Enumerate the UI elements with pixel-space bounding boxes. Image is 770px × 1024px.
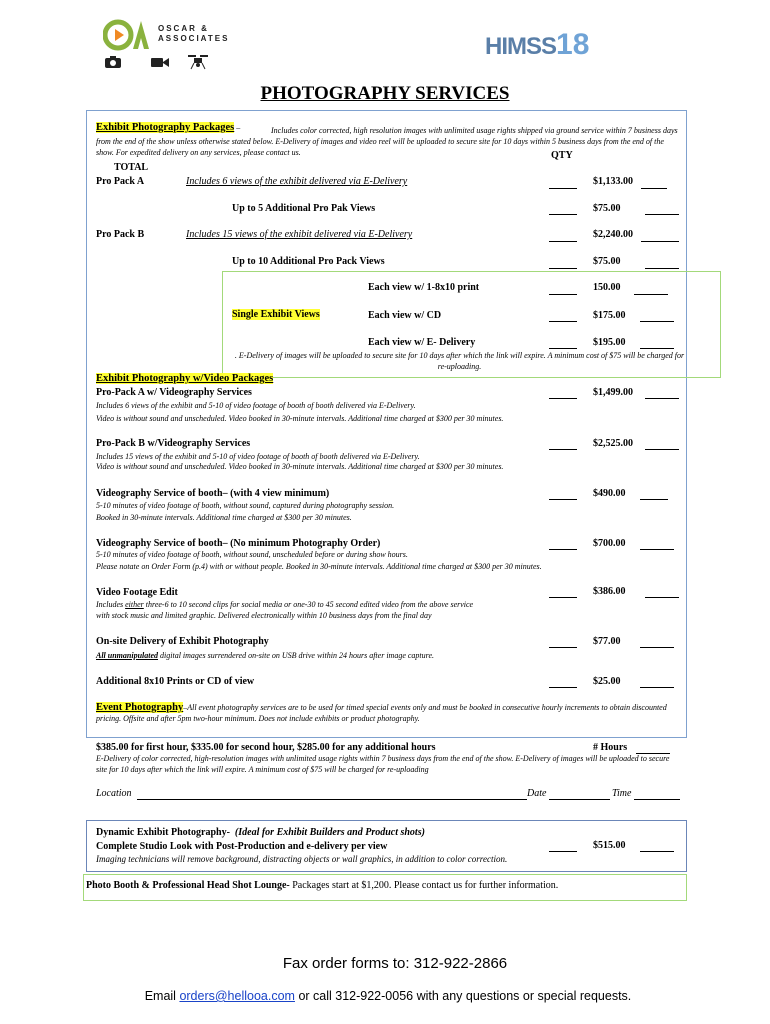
pro-pack-a-price: $1,133.00 [593,176,633,187]
pro-pack-b-desc: Includes 15 views of the exhibit delivered via E-Delivery [186,229,413,240]
dynamic-italic: (Ideal for Exhibit Builders and Product shots) [234,827,425,838]
qty-blank[interactable] [549,687,577,688]
qty-blank[interactable] [549,348,577,349]
email-post: or call 312-922-0056 with any questions or special requests. [294,989,632,1003]
total-blank[interactable] [645,214,679,215]
total-blank[interactable] [640,687,674,688]
page-title: PHOTOGRAPHY SERVICES [260,83,510,104]
event-heading: Event Photography [96,702,184,713]
total-blank[interactable] [640,647,674,648]
edit-note-post: three-6 to 10 second clips for social media or one-30 to 45 second edited video from the above service [143,600,474,609]
time-label: Time [612,788,632,799]
exhibit-description: Includes color corrected, high resolution images with unlimited usage rights shipped via ground service within 7 business days from the end of the show unless otherwise stated below. E-Delivery of images and video reel will be uploaded to secure site for 10 days within 5 business days from the end of the show. For expedited delivery on any services, please contact us. [96,126,678,157]
exhibit-heading: Exhibit Photography Packages [96,122,235,133]
video-nomin-label: Videography Service of booth– (No minimum Photography Order) [96,538,381,549]
video-4view-note1: 5-10 minutes of video footage of booth, without sound, captured during photography session. [96,501,395,510]
qty-blank[interactable] [549,647,577,648]
company-name-line2: ASSOCIATES [158,34,230,43]
pro-pack-a-extra-price: $75.00 [593,203,621,214]
qty-blank[interactable] [549,499,577,500]
time-input[interactable] [634,799,680,800]
total-header: TOTAL [114,162,149,173]
total-blank[interactable] [640,549,674,550]
location-label: Location [96,788,132,799]
total-blank[interactable] [641,241,679,242]
email-pre: Email [144,989,180,1003]
email-link[interactable]: orders@hellooa.com [179,989,295,1003]
pro-pack-b-extra-price: $75.00 [593,256,621,267]
exhibit-dash: – [234,123,241,132]
event-logo-text: HIMSS [485,33,557,60]
event-rates: $385.00 for first hour, $335.00 for second hour, $285.00 for any additional hours [96,742,436,753]
video-4view-price: $490.00 [593,488,626,499]
pro-pack-b-label: Pro Pack B [96,229,145,240]
total-blank[interactable] [641,188,667,189]
video-edit-note2: with stock music and limited graphic. Delivered electronically within 10 business days from the final day [96,611,432,620]
edit-note-pre: Includes [96,600,126,609]
location-input[interactable] [137,799,527,800]
onsite-note-bold: All unmanipulated [96,651,159,660]
single-opt3: Each view w/ E- Delivery [368,337,476,348]
event-desc: –All event photography services are to be used for timed special events only and must be booked in consecutive hourly increments to obtain discounted pricing. Offsite and after 5pm two-hour minimum. Does not include exhibits or product photography. [96,703,667,723]
pro-pack-b-extra: Up to 10 Additional Pro Pack Views [232,256,385,267]
single-opt2: Each view w/ CD [368,310,442,321]
video-b-label: Pro-Pack B w/Videography Services [96,438,251,449]
fax-line: Fax order forms to: 312-922-2866 [282,955,508,972]
video-nomin-price: $700.00 [593,538,626,549]
event-logo [485,28,589,62]
prints-label: Additional 8x10 Prints or CD of view [96,676,255,687]
qty-blank[interactable] [549,214,577,215]
single-opt1: Each view w/ 1-8x10 print [368,282,480,293]
qty-blank[interactable] [549,321,577,322]
single-opt2-price: $175.00 [593,310,626,321]
total-blank[interactable] [640,348,674,349]
single-opt1-price: 150.00 [593,282,621,293]
video-edit-label: Video Footage Edit [96,587,178,598]
qty-blank[interactable] [549,549,577,550]
video-4view-label: Videography Service of booth– (with 4 view minimum) [96,488,330,499]
company-name [158,24,229,44]
video-a-price: $1,499.00 [593,387,633,398]
onsite-note [96,650,434,661]
oa-logo-mark-icon [103,18,151,52]
onsite-price: $77.00 [593,636,621,647]
total-blank[interactable] [640,851,674,852]
video-b-note2: Video is without sound and unscheduled. Video booked in 30-minute intervals. Additional time charged at $300 per 30 minutes. [96,462,504,471]
dynamic-line2: Complete Studio Look with Post-Production and e-delivery per view [96,841,388,852]
pro-pack-a-extra: Up to 5 Additional Pro Pak Views [232,203,376,214]
video-nomin-note2: Please notate on Order Form (p.4) with or without people. Booked in 30-minute intervals. Additional time charged at $300 per 30 minutes. [96,562,542,571]
event-note: E-Delivery of color corrected, high-resolution images with unlimited usage rights within 7 business days from the end of the show. E-Delivery of images will be uploaded to secure site for 10 days after which the link will expire. A minimum cost of $75 will be charged for re-uploading [96,754,670,774]
video-nomin-note1: 5-10 minutes of video footage of booth, without sound, unscheduled before or during show hours. [96,550,408,559]
total-blank[interactable] [640,321,674,322]
pro-pack-a-desc: Includes 6 views of the exhibit delivered via E-Delivery [186,176,408,187]
company-name-line1: OSCAR & [158,24,209,33]
single-opt3-price: $195.00 [593,337,626,348]
event-logo-year: 18 [556,28,590,61]
video-camera-icon [150,56,170,74]
total-blank[interactable] [645,398,679,399]
single-heading: Single Exhibit Views [232,309,320,320]
qty-blank[interactable] [549,398,577,399]
date-input[interactable] [549,799,610,800]
dynamic-label [96,827,425,838]
video-b-price: $2,525.00 [593,438,633,449]
video-a-label: Pro-Pack A w/ Videography Services [96,387,252,398]
qty-blank[interactable] [549,294,577,295]
qty-blank[interactable] [549,449,577,450]
event-hours-label: # Hours [593,742,628,753]
photo-booth-info: Packages start at $1,200. Please contact us for further information. [289,880,559,891]
pro-pack-b-price: $2,240.00 [593,229,633,240]
prints-price: $25.00 [593,676,621,687]
pro-pack-a-label: Pro Pack A [96,176,145,187]
onsite-label: On-site Delivery of Exhibit Photography [96,636,269,647]
video-edit-note1 [96,599,473,610]
video-a-note1: Includes 6 views of the exhibit and 5-10 of video footage of booth of booth delivered via E-Delivery. [96,401,416,410]
camera-icon [104,55,122,74]
drone-icon [186,54,210,75]
qty-header: QTY [551,150,573,161]
date-label: Date [527,788,547,799]
onsite-note-text: digital images surrendered on-site on USB drive within 24 hours after image capture. [158,651,435,660]
total-blank[interactable] [634,294,668,295]
event-section [96,702,682,724]
total-blank[interactable] [640,499,668,500]
dynamic-note: Imaging technicians will remove background, distracting objects or wall graphics, in addition to color correction. [96,854,508,864]
video-4view-note2: Booked in 30-minute intervals. Additional time charged at $300 per 30 minutes. [96,513,352,522]
email-line [0,989,770,1003]
single-note: . E-Delivery of images will be uploaded to secure site for 10 days after which the link will expire. A minimum cost of $75 will be charged for re-uploading. [234,351,685,371]
total-blank[interactable] [645,449,679,450]
video-section-heading: Exhibit Photography w/Video Packages [96,373,274,384]
qty-blank[interactable] [549,851,577,852]
photo-booth-text [86,880,558,891]
video-a-note2: Video is without sound and unscheduled. Video booked in 30-minute intervals. Additional time charged at $300 per 30 minutes. [96,414,504,423]
total-blank[interactable] [645,597,679,598]
video-b-note1: Includes 15 views of the exhibit and 5-10 of video footage of booth of booth delivered via E-Delivery. [96,452,420,461]
total-blank[interactable] [645,268,679,269]
dynamic-price: $515.00 [593,840,626,851]
qty-blank[interactable] [549,597,577,598]
qty-blank[interactable] [549,188,577,189]
dynamic-title: Dynamic Exhibit Photography- [96,827,230,838]
qty-blank[interactable] [549,241,577,242]
video-edit-price: $386.00 [593,586,626,597]
edit-note-either: either [125,600,144,609]
qty-blank[interactable] [549,268,577,269]
company-logo [103,18,151,57]
photo-booth-label: Photo Booth & Professional Head Shot Lounge- [86,880,290,891]
